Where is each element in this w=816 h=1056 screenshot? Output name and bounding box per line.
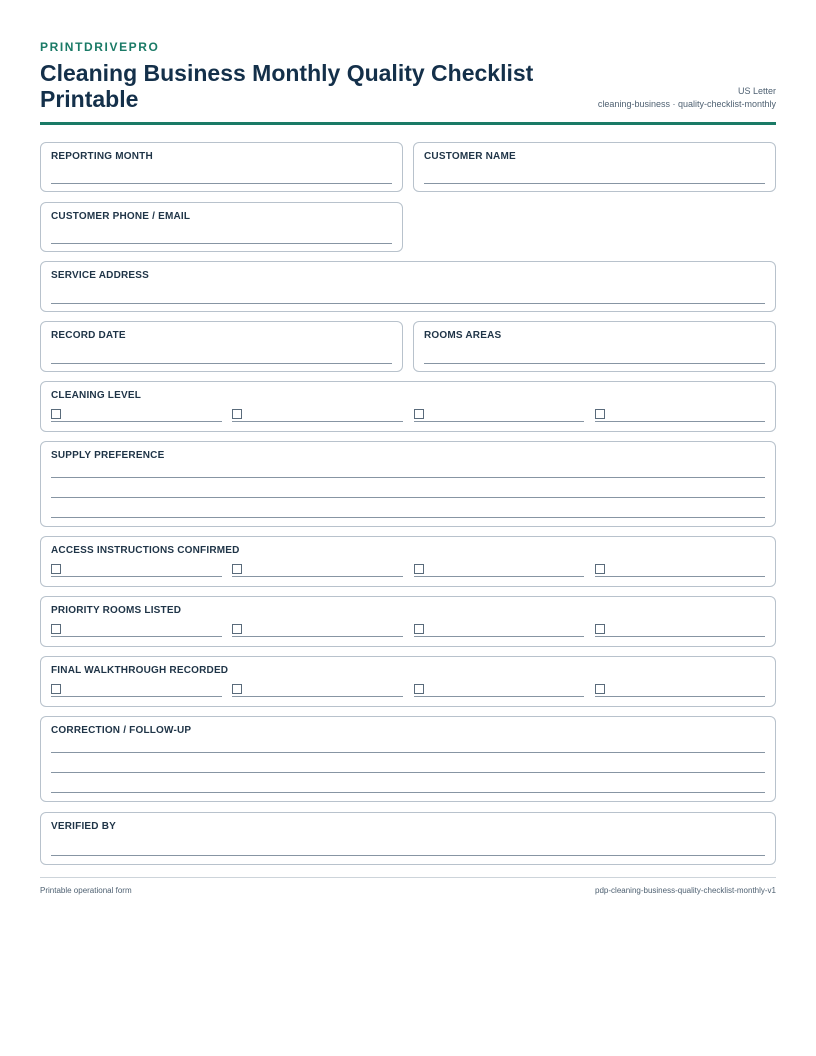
customer-name-field: [413, 142, 776, 192]
checkbox[interactable]: [51, 564, 61, 574]
priority-rooms-option: [595, 624, 765, 638]
priority-rooms-field: [40, 596, 776, 647]
final-walkthrough-option: [232, 684, 403, 698]
checkbox[interactable]: [414, 409, 424, 419]
final-walkthrough-option: [414, 684, 584, 698]
customer-contact-field: [40, 202, 403, 252]
correction-followup-label: CORRECTION / FOLLOW-UP: [51, 725, 192, 736]
access-instructions-option: [414, 564, 584, 578]
access-instructions-label: ACCESS INSTRUCTIONS CONFIRMED: [51, 545, 240, 556]
supply-preference-label: SUPPLY PREFERENCE: [51, 450, 165, 461]
brand-name: PRINTDRIVEPRO: [40, 40, 160, 54]
cleaning-level-option: [232, 409, 403, 423]
rooms-areas-field: [413, 321, 776, 372]
document-tags: cleaning-business · quality-checklist-monthly: [597, 99, 776, 109]
record-date-label: RECORD DATE: [51, 330, 126, 341]
access-instructions-option: [232, 564, 403, 578]
header-rule: [40, 122, 776, 125]
option-line[interactable]: [232, 636, 403, 637]
option-line[interactable]: [51, 421, 222, 422]
option-line[interactable]: [414, 696, 584, 697]
checkbox[interactable]: [414, 564, 424, 574]
verified-by-label: VERIFIED BY: [51, 821, 116, 832]
cleaning-level-option: [595, 409, 765, 423]
rooms-areas-label: ROOMS AREAS: [424, 330, 502, 341]
checkbox[interactable]: [595, 409, 605, 419]
priority-rooms-label: PRIORITY ROOMS LISTED: [51, 605, 182, 616]
final-walkthrough-field: [40, 656, 776, 707]
supply-preference-line[interactable]: [51, 517, 765, 518]
access-instructions-option: [595, 564, 765, 578]
option-line[interactable]: [595, 421, 765, 422]
final-walkthrough-label: FINAL WALKTHROUGH RECORDED: [51, 665, 229, 676]
priority-rooms-option: [414, 624, 584, 638]
option-line[interactable]: [232, 576, 403, 577]
checkbox[interactable]: [595, 624, 605, 634]
record-date-field: [40, 321, 403, 372]
service-address-input[interactable]: [51, 303, 765, 304]
priority-rooms-option: [51, 624, 222, 638]
customer-name-input[interactable]: [424, 183, 765, 184]
checkbox[interactable]: [595, 684, 605, 694]
checkbox[interactable]: [232, 624, 242, 634]
supply-preference-field: [40, 441, 776, 527]
checkbox[interactable]: [414, 624, 424, 634]
correction-followup-line[interactable]: [51, 752, 765, 753]
final-walkthrough-option: [595, 684, 765, 698]
cleaning-level-option: [51, 409, 222, 423]
document-meta: [598, 85, 776, 111]
cleaning-level-field: [40, 381, 776, 432]
paper-size: US Letter: [737, 86, 776, 96]
access-instructions-option: [51, 564, 222, 578]
service-address-label: SERVICE ADDRESS: [51, 270, 150, 281]
checkbox[interactable]: [414, 684, 424, 694]
checkbox[interactable]: [232, 684, 242, 694]
reporting-month-input[interactable]: [51, 183, 392, 184]
verified-by-input[interactable]: [51, 855, 765, 856]
verified-by-field: [40, 812, 776, 865]
reporting-month-label: REPORTING MONTH: [51, 151, 153, 162]
footer-rule: [40, 877, 776, 878]
service-address-field: [40, 261, 776, 312]
supply-preference-line[interactable]: [51, 477, 765, 478]
correction-followup-field: [40, 716, 776, 802]
cleaning-level-label: CLEANING LEVEL: [51, 390, 142, 401]
cleaning-level-option: [414, 409, 584, 423]
access-instructions-field: [40, 536, 776, 587]
option-line[interactable]: [414, 576, 584, 577]
form-id: pdp-cleaning-business-quality-checklist-monthly-v1: [595, 886, 776, 895]
supply-preference-line[interactable]: [51, 497, 765, 498]
correction-followup-line[interactable]: [51, 772, 765, 773]
option-line[interactable]: [232, 421, 403, 422]
checkbox[interactable]: [595, 564, 605, 574]
option-line[interactable]: [595, 576, 765, 577]
option-line[interactable]: [414, 636, 584, 637]
rooms-areas-input[interactable]: [424, 363, 765, 364]
option-line[interactable]: [595, 636, 765, 637]
priority-rooms-option: [232, 624, 403, 638]
checkbox[interactable]: [51, 624, 61, 634]
footer-note: Printable operational form: [40, 886, 132, 895]
option-line[interactable]: [414, 421, 584, 422]
record-date-input[interactable]: [51, 363, 392, 364]
customer-contact-input[interactable]: [51, 243, 392, 244]
final-walkthrough-option: [51, 684, 222, 698]
customer-name-label: CUSTOMER NAME: [424, 151, 516, 162]
checkbox[interactable]: [232, 409, 242, 419]
checkbox[interactable]: [51, 684, 61, 694]
option-line[interactable]: [51, 576, 222, 577]
correction-followup-line[interactable]: [51, 792, 765, 793]
reporting-month-field: [40, 142, 403, 192]
option-line[interactable]: [595, 696, 765, 697]
option-line[interactable]: [51, 696, 222, 697]
checkbox[interactable]: [232, 564, 242, 574]
page-title: Cleaning Business Monthly Quality Checklist Printable: [40, 60, 534, 112]
customer-contact-label: CUSTOMER PHONE / EMAIL: [51, 211, 191, 222]
checkbox[interactable]: [51, 409, 61, 419]
option-line[interactable]: [51, 636, 222, 637]
option-line[interactable]: [232, 696, 403, 697]
